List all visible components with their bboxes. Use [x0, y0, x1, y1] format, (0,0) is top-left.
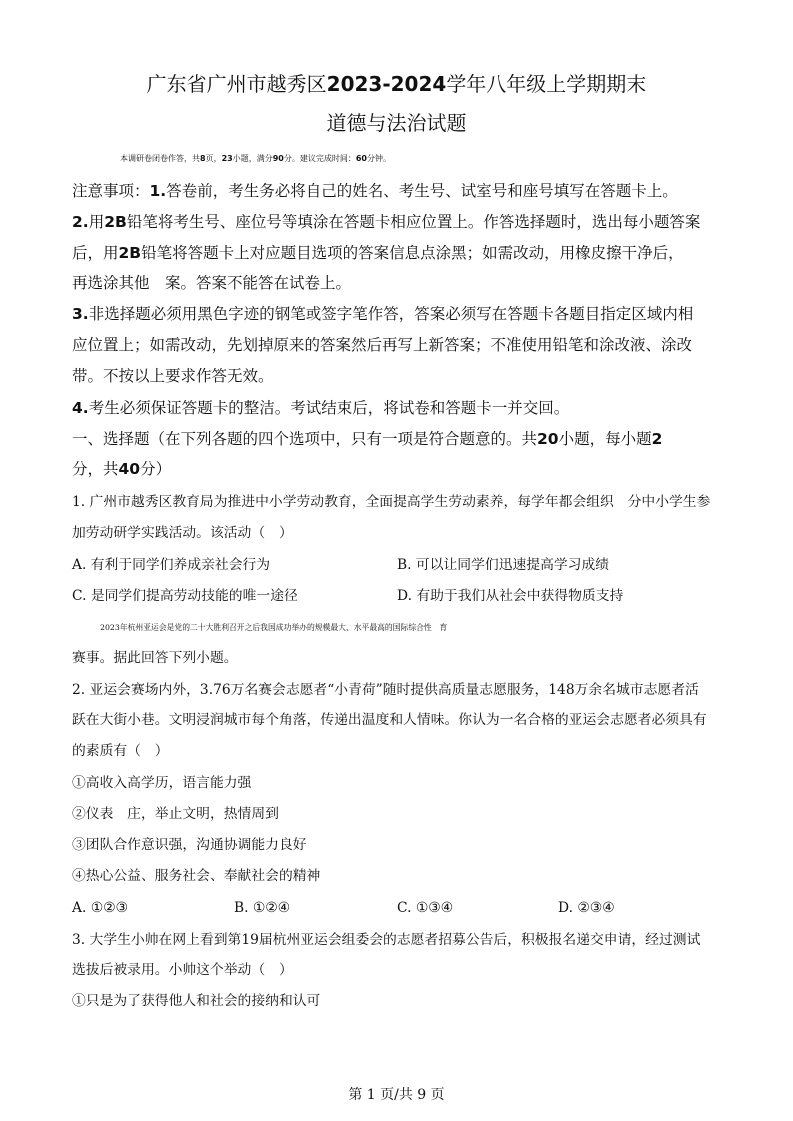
notice-text: 铅笔将答题卡上对应题目选项的答案信息点涂黑；如需改动，用橡皮擦干净后， — [141, 244, 684, 262]
full-score: 90 — [272, 154, 284, 163]
section-total-score: 40 — [118, 460, 141, 478]
intro-text: 分。建议完成时间： — [283, 154, 356, 163]
notice-text: 考生必须保证答题卡的整洁。考试结束后，将试卷和答题卡一并交回。 — [88, 399, 570, 417]
question-3-stem: 3. 大学生小帅在网上看到第19届杭州亚运会组委会的志愿者招募公告后，积极报名递交申请，经过测试 — [72, 932, 701, 948]
notice-3-end: 带。不按以上要求作答无效。 — [72, 367, 274, 385]
q1-option-b: B. 可以让同学们迅速提高学习成绩 — [397, 557, 610, 573]
page-title — [0, 70, 793, 98]
notice-2 — [72, 211, 732, 233]
section-text: 分） — [140, 460, 172, 478]
section-text: 分，共 — [72, 460, 119, 478]
intro-text: 小题，满分 — [232, 154, 273, 163]
section-each-score: 2 — [651, 430, 663, 448]
q1-option-d: D. 有助于我们从社会中获得物质支持 — [397, 588, 624, 604]
section-text: 小题，每小题 — [558, 430, 652, 448]
q3-statement-1: ①只是为了获得他人和社会的接纳和认可 — [72, 993, 321, 1009]
title-suffix: 学年八年级上学期期末 — [446, 72, 647, 96]
intro-text: 分钟。 — [367, 154, 391, 163]
question-count: 23 — [221, 154, 233, 163]
question-1-stem-cont: 加劳动研学实践活动。该活动（ ） — [72, 525, 293, 541]
time-limit: 60 — [355, 154, 367, 163]
notice-text: 后，用 — [72, 244, 119, 262]
notice-number: 4. — [72, 399, 89, 417]
material-text-cont: 赛事。据此回答下列小题。 — [72, 650, 238, 666]
title-prefix: 广东省广州市越秀区 — [146, 72, 327, 96]
question-2-stem-end: 的素质有（ ） — [72, 743, 169, 759]
intro-line — [120, 148, 780, 170]
notice-text: 铅笔将考生号、座位号等填涂在答题卡相应位置上。作答选择题时，选出每小题答案 — [126, 213, 701, 231]
section-question-count: 20 — [537, 430, 559, 448]
notice-text: 答卷前，考生务必将自己的姓名、考生号、试室号和座号填写在答题卡上。 — [166, 182, 678, 200]
q2-option-d: D. ②③④ — [558, 900, 615, 916]
notice-2-end: 再选涂其他 案。答案不能答在试卷上。 — [72, 274, 352, 292]
question-3-stem-cont: 选拔后被录用。小帅这个举动（ ） — [72, 962, 293, 978]
q2-statement-3: ③团队合作意识强，沟通协调能力良好 — [72, 837, 307, 853]
question-1-stem: 1. 广州市越秀区教育局为推进中小学劳动教育，全面提高学生劳动素养，每学年都会组织 分中小学生参 — [72, 494, 711, 510]
question-2-stem-cont: 跃在大街小巷。文明浸润城市每个角落，传递出温度和人情味。你认为一名合格的亚运会志愿者必须具有 — [72, 712, 707, 728]
q2-statement-4: ④热心公益、服务社会、奉献社会的精神 — [72, 868, 321, 884]
q2-option-b: B. ①②④ — [234, 900, 291, 916]
q2-statement-1: ①高收入高学历，语言能力强 — [72, 775, 252, 791]
pencil-type: 2B — [118, 244, 142, 262]
notice-4 — [72, 397, 732, 419]
section-text: 一、选择题（在下列各题的四个选项中，只有一项是符合题意的。共 — [72, 430, 538, 448]
title-year: 2023-2024 — [326, 72, 447, 96]
page-footer: 第 1 页/共 9 页 — [348, 1087, 445, 1103]
pencil-type: 2B — [104, 213, 127, 231]
section-heading-cont — [72, 458, 732, 480]
notice-number: 1. — [149, 182, 167, 200]
q2-statement-2: ②仪表 庄，举止文明，热情周到 — [72, 806, 279, 822]
q2-option-a: A. ①②③ — [72, 900, 128, 916]
notice-text: 用 — [88, 213, 105, 231]
q1-option-a: A. 有利于同学们养成亲社会行为 — [72, 557, 271, 573]
q1-option-c: C. 是同学们提高劳动技能的唯一途径 — [72, 588, 298, 604]
notice-3-cont: 应位置上；如需改动，先划掉原来的答案然后再写上新答案；不准使用铅笔和涂改液、涂改 — [72, 336, 693, 354]
notice-label: 注意事项： — [72, 182, 150, 200]
question-2-stem: 2. 亚运会赛场内外，3.76万名赛会志愿者“小青荷”随时提供高质量志愿服务，148万余名城市志愿者活 — [72, 682, 699, 698]
material-text: 2023年杭州亚运会是党的二十大胜利召开之后我国成功举办的规模最大、水平最高的国际综合性 育 — [100, 623, 448, 632]
notice-text: 非选择题必须用黑色字迹的钢笔或签字笔作答，答案必须写在答题卡各题目指定区域内相 — [88, 305, 694, 323]
notice-number: 3. — [72, 305, 89, 323]
notice-3 — [72, 303, 732, 325]
section-heading — [72, 428, 732, 450]
notice-number: 2. — [72, 213, 89, 231]
notice-2-cont — [72, 242, 732, 264]
page-count: 8 — [200, 154, 206, 163]
page-subtitle: 道德与法治试题 — [326, 111, 467, 135]
intro-text: 本调研卷闭卷作答，共 — [120, 154, 200, 163]
q2-option-c: C. ①③④ — [397, 900, 453, 916]
notice-1 — [72, 180, 732, 202]
intro-text: 页， — [205, 154, 222, 163]
